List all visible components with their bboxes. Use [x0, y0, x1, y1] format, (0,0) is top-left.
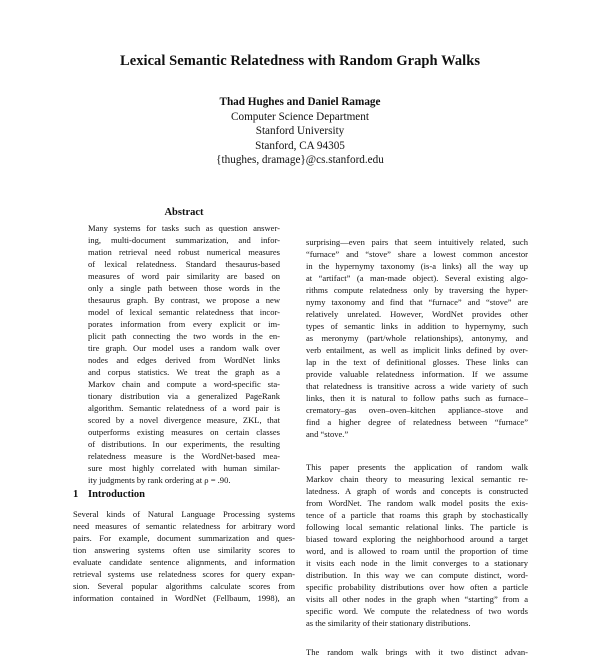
right-para2-line: it visits each node in the limit converges to a stationary: [306, 558, 528, 568]
author-email: {thughes, dramage}@cs.stanford.edu: [216, 154, 384, 167]
introduction-line: pairs. For example, document summarization and ques-: [73, 533, 295, 543]
right-para1-line: in the hypernymy taxonomy (is-a links) all the way up: [306, 261, 528, 271]
right-para1-line: as meronymy (part/whole relationships), antonymy, and: [306, 333, 528, 343]
right-para2-line: biased toward exploring the neighborhood around a target: [306, 534, 528, 544]
right-para2-line: latedness. A graph of words and concepts is constructed: [306, 486, 528, 496]
abstract-line: scored by a novel divergence measure, ZKL, that: [88, 415, 280, 425]
author-address: Stanford, CA 94305: [255, 139, 345, 152]
section-title: Introduction: [88, 489, 145, 500]
section-heading-introduction: [73, 489, 145, 500]
abstract-text: [88, 222, 280, 486]
abstract-heading: Abstract: [164, 207, 204, 218]
abstract-line: model of lexical semantic relatedness that incor-: [88, 307, 280, 317]
right-para1-line: provide valuable relatedness information. If we assume: [306, 369, 528, 379]
right-para2-line: from WordNet. The random walk model posits the exis-: [306, 498, 528, 508]
right-para1-line: types of semantic links in addition to hypernymy, such: [306, 321, 528, 331]
abstract-line: algorithm. Semantic relatedness of a word pair is: [88, 403, 280, 413]
abstract-line: measures of word pair similarity are based on: [88, 271, 280, 281]
right-para1-line: nymy taxonomy and find that “furnace” and “stove” are: [306, 297, 528, 307]
right-para1-line: at “artifact” (a man-made object). Several existing algo-: [306, 273, 528, 283]
right-para2-line: tence of a particle that roams this graph by stochastically: [306, 510, 528, 520]
abstract-line: mation retrieval need robust numerical measures: [88, 247, 280, 257]
abstract-line: plicit path connecting the two words in the en-: [88, 331, 280, 341]
right-para2-line: distribution. In this way we can compute distinct, word-: [306, 570, 528, 580]
introduction-line: information contained in WordNet (Fellbaum, 1998), an: [73, 593, 295, 603]
abstract-line: ing, multi-document summarization, and infor-: [88, 235, 280, 245]
right-para2-line: word, and is allowed to roam until the proportion of time: [306, 546, 528, 556]
right-para2-line: specific word. We compute the relatedness of two words: [306, 606, 528, 616]
right-para2-line: as the similarity of their stationary distributions.: [306, 618, 471, 628]
right-para1-line: find a higher degree of relatedness between “furnace”: [306, 417, 528, 427]
right-para1-line: rithms compute relatedness only by traversing the hyper-: [306, 285, 528, 295]
right-para2-line: specific probability distributions over how often a particle: [306, 582, 528, 592]
right-para1-line: “furnace” and “stove” share a lowest common ancestor: [306, 249, 528, 259]
right-para1-line: surprising—even pairs that seem intuitively related, such: [306, 237, 528, 247]
right-para2-line: This paper presents the application of random walk: [306, 462, 528, 472]
abstract-line: only a single path between those words in the: [88, 283, 280, 293]
abstract-line: tire graph. Our model uses a random walk over: [88, 343, 280, 353]
author-university: Stanford University: [255, 125, 345, 138]
introduction-line: retrieval systems use relatedness scores for query expan-: [73, 569, 295, 579]
abstract-line: Markov chain and compute a word-specific sta-: [88, 379, 280, 389]
right-para1-line: links, then it is natural to follow paths such as furnace–: [306, 393, 528, 403]
section-number: 1: [73, 489, 79, 500]
abstract-line: ity judgments by rank ordering at ρ = .90.: [88, 475, 231, 485]
introduction-text: [73, 508, 295, 604]
abstract-line: of lexical relatedness. Standard thesaurus-based: [88, 259, 280, 269]
paragraph-gap: [306, 629, 528, 646]
introduction-line: sion. Several popular algorithms calculate scores from: [73, 581, 295, 591]
right-para1-line: and “stove.”: [306, 429, 349, 439]
right-para1-line: verb entailment, as well as implicit links defined by over-: [306, 345, 528, 355]
author-department: Computer Science Department: [231, 110, 369, 123]
abstract-line: outperforms existing measures on certain classes: [88, 427, 280, 437]
abstract-line: porates information from every explicit or im-: [88, 319, 280, 329]
abstract-line: of distributions. In our experiments, the resulting: [88, 439, 280, 449]
paper-title: Lexical Semantic Relatedness with Random Graph Walks: [119, 53, 481, 69]
abstract-line: Many systems for tasks such as question answer-: [88, 223, 280, 233]
abstract-line: thesaurus graph. By contrast, we propose a new: [88, 295, 280, 305]
right-para1-line: crematory–gas oven–oven–kitchen appliance–stove and: [306, 405, 528, 415]
right-para3-line: The random walk brings with it two distinct advan-: [306, 647, 528, 657]
abstract-line: and corpus statistics. We treat the graph as a: [88, 367, 280, 377]
author-block: [0, 95, 600, 168]
right-column-text: [306, 236, 528, 658]
right-para1-line: lap in the text of definitional glosses. These links can: [306, 357, 528, 367]
abstract-line: relatedness measure is the WordNet-based mea-: [88, 451, 280, 461]
right-para2-line: Markov chain theory to measuring lexical semantic re-: [306, 474, 528, 484]
introduction-line: need measures of semantic relatedness for arbitrary word: [73, 521, 295, 531]
abstract-line: sure most highly correlated with human similar-: [88, 463, 280, 473]
abstract-line: tionary distribution via a generalized PageRank: [88, 391, 280, 401]
abstract-line: nodes and edges derived from WordNet links: [88, 355, 280, 365]
right-para2-line: visits all other nodes in the graph when “starting” from a: [306, 594, 528, 604]
right-para2-line: following local semantic relational links. The particle is: [306, 522, 528, 532]
introduction-line: evaluate candidate sentence alignments, and information: [73, 557, 295, 567]
author-names: Thad Hughes and Daniel Ramage: [219, 96, 381, 108]
introduction-line: tion answering systems often use similarity scores to: [73, 545, 295, 555]
right-para1-line: relatively unrelated. However, WordNet provides other: [306, 309, 528, 319]
paragraph-gap: [306, 440, 528, 461]
introduction-line: Several kinds of Natural Language Processing systems: [73, 509, 295, 519]
right-para1-line: that relatedness is transitive across a wide variety of such: [306, 381, 528, 391]
